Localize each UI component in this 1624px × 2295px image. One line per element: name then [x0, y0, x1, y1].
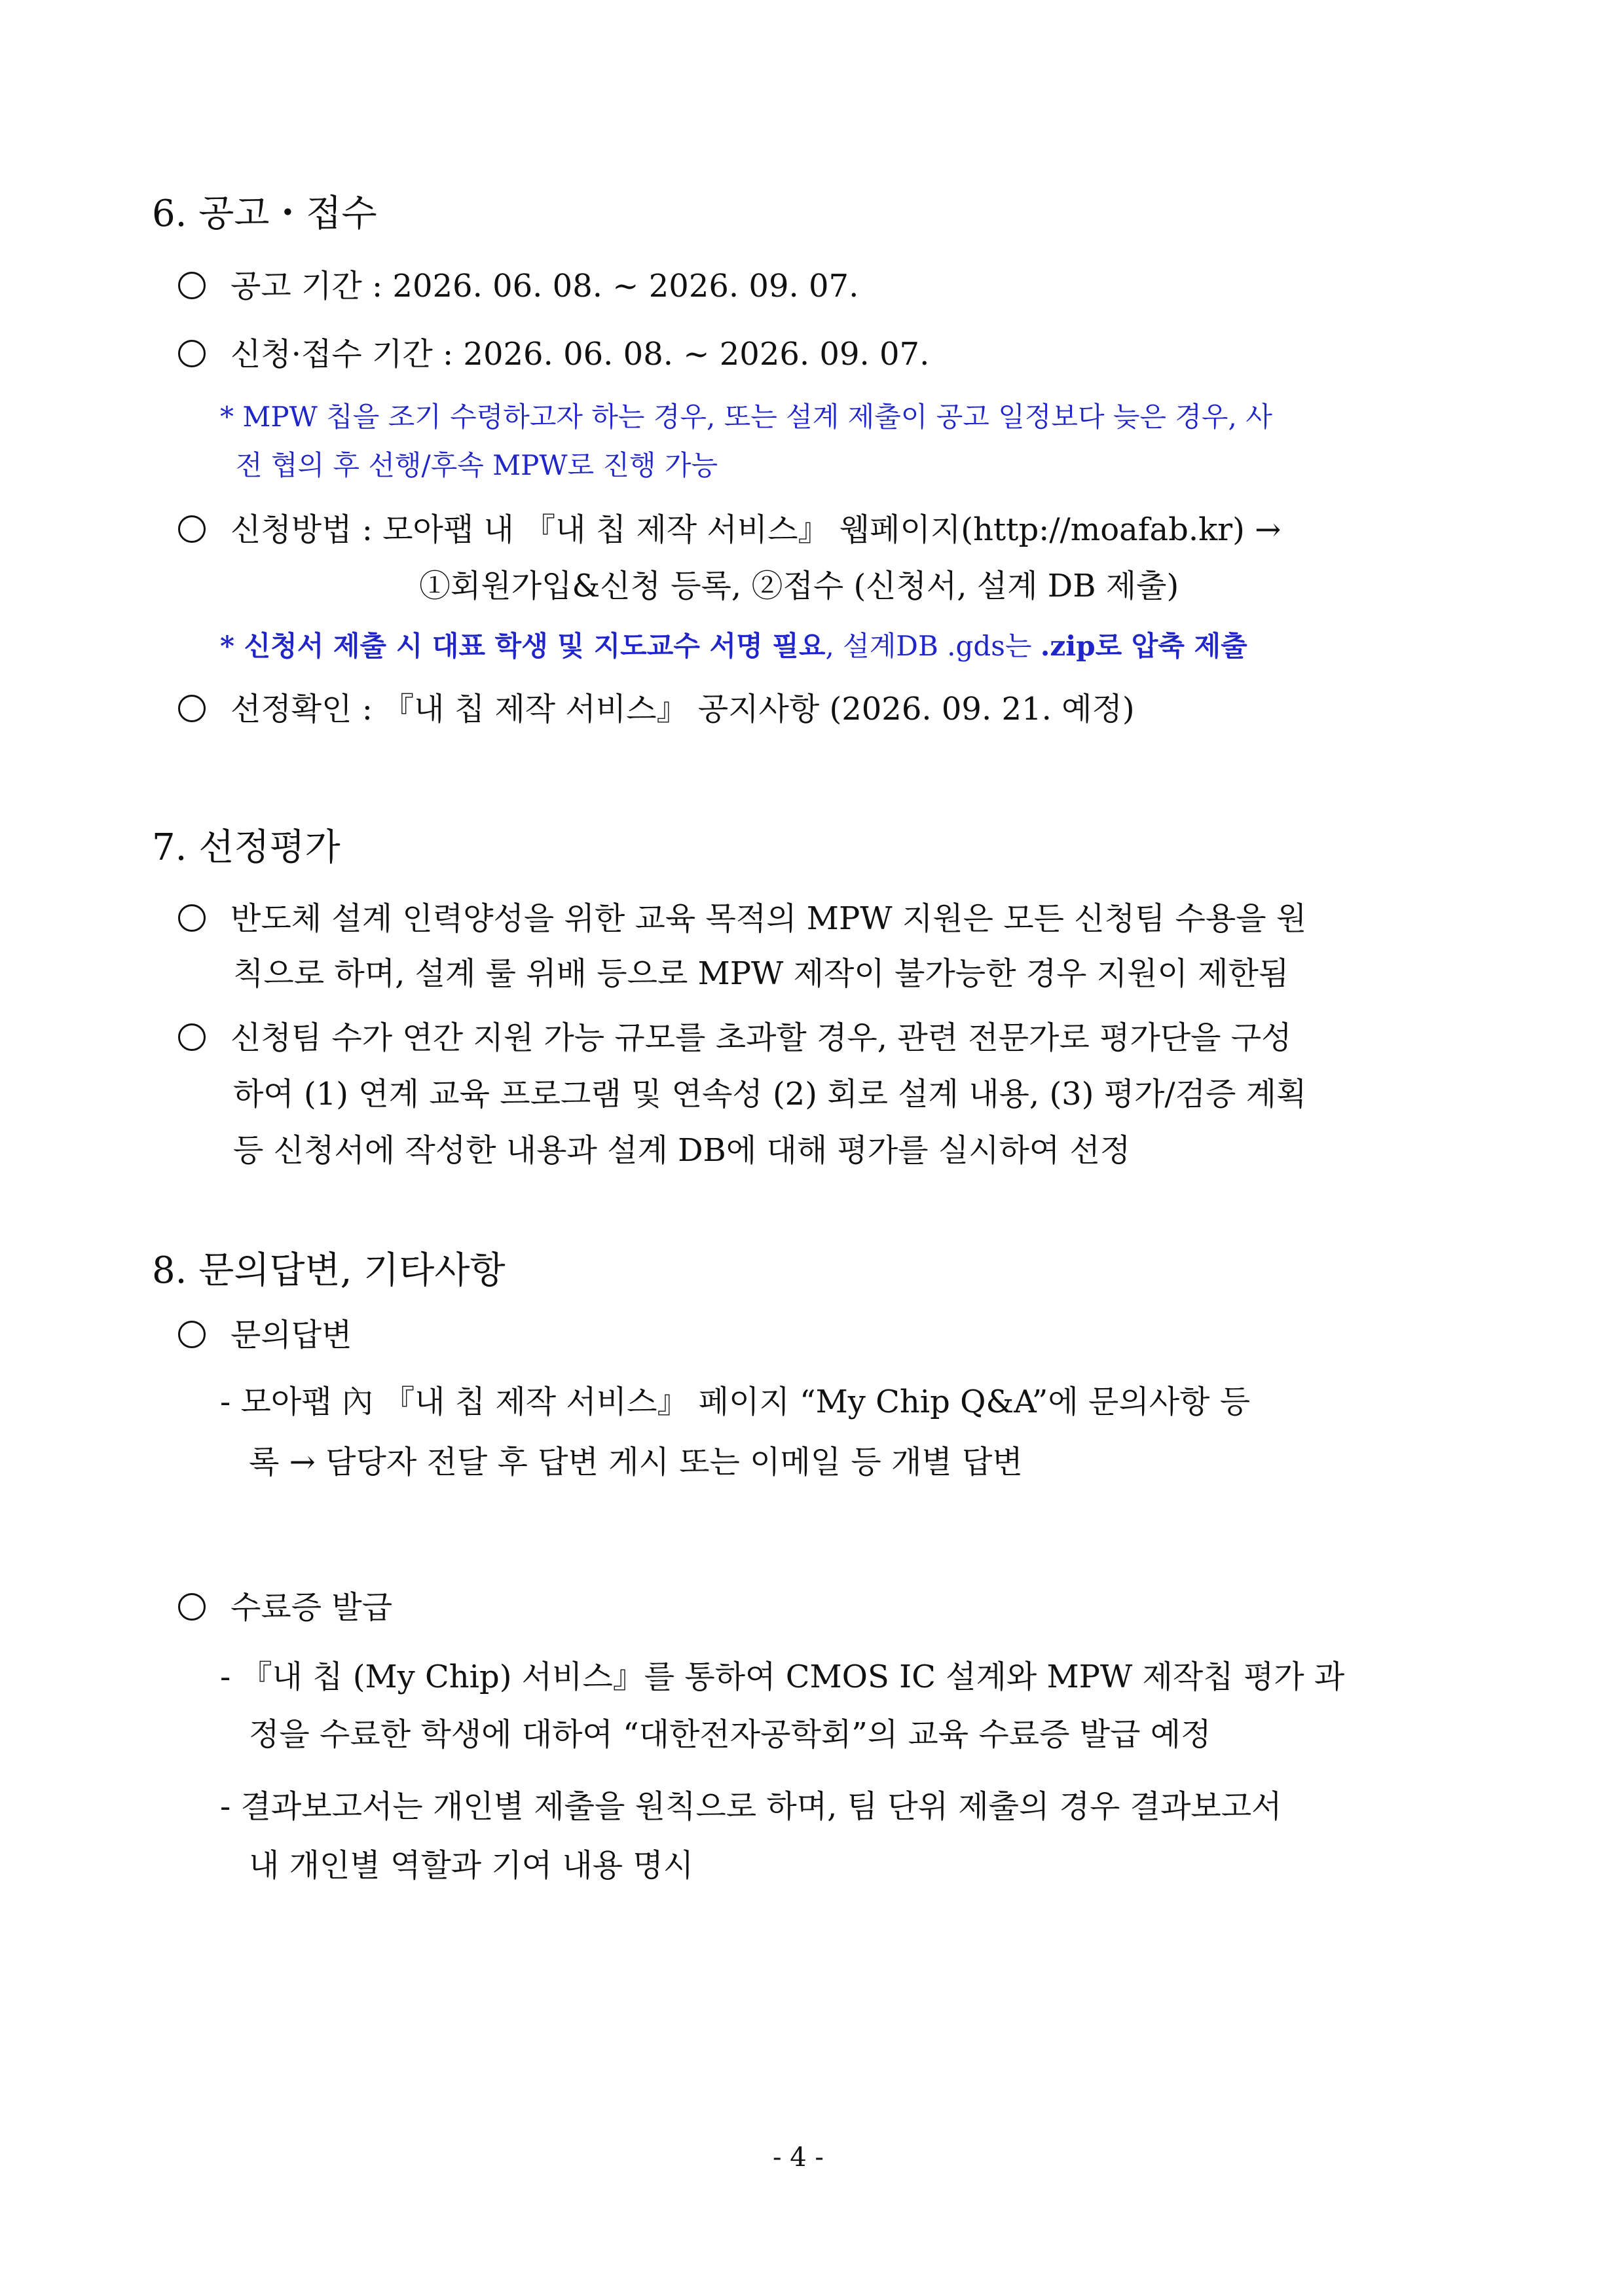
s7-p2-line3: 등 신청서에 작성한 내용과 설계 DB에 대해 평가를 실시하여 선정	[233, 1132, 1131, 1169]
section-7-title: 7. 선정평가	[152, 826, 341, 869]
apply-period: 신청·접수 기간 : 2026. 06. 08. ~ 2026. 09. 07.	[178, 329, 929, 374]
section-8-title: 8. 문의답변, 기타사항	[152, 1249, 506, 1292]
qa-line1: - 모아팹 內 『내 칩 제작 서비스』 페이지 “My Chip Q&A”에 문의사항 등	[220, 1384, 1251, 1420]
section-6-title: 6. 공고・접수	[152, 193, 377, 235]
s7-p1-line1: 반도체 설계 인력양성을 위한 교육 목적의 MPW 지원은 모든 신청팀 수용을 원	[178, 893, 1306, 938]
qa-title: 문의답변	[178, 1310, 352, 1355]
cert-title: 수료증 발급	[178, 1582, 392, 1627]
method-line2: ①회원가입&신청 등록, ②접수 (신청서, 설계 DB 제출)	[419, 568, 1179, 604]
method-note: * 신청서 제출 시 대표 학생 및 지도교수 서명 필요, 설계DB .gds는 .zip로 압축 제출	[220, 630, 1247, 662]
bullet-circle-icon	[178, 1593, 206, 1621]
cert-line2: 정을 수료한 학생에 대하여 “대한전자공학회”의 교육 수료증 발급 예정	[249, 1716, 1211, 1753]
report-line1: - 결과보고서는 개인별 제출을 원칙으로 하며, 팀 단위 제출의 경우 결과보고서	[220, 1788, 1282, 1825]
bullet-circle-icon	[178, 904, 206, 932]
bullet-circle-icon	[178, 340, 206, 367]
bullet-circle-icon	[178, 1321, 206, 1348]
bullet-circle-icon	[178, 695, 206, 722]
method-line1: 신청방법 : 모아팹 내 『내 칩 제작 서비스』 웹페이지(http://moafab.kr) →	[178, 504, 1281, 549]
apply-note-line2: 전 협의 후 선행/후속 MPW로 진행 가능	[236, 449, 718, 481]
page-number: - 4 -	[773, 2142, 824, 2173]
cert-line1: - 『내 칩 (My Chip) 서비스』를 통하여 CMOS IC 설계와 MPW 제작칩 평가 과	[220, 1659, 1345, 1695]
bullet-circle-icon	[178, 272, 206, 299]
selection-confirm: 선정확인 : 『내 칩 제작 서비스』 공지사항 (2026. 09. 21. 예정)	[178, 684, 1135, 729]
s7-p1-line2: 칙으로 하며, 설계 룰 위배 등으로 MPW 제작이 불가능한 경우 지원이 제한됨	[233, 955, 1289, 992]
s7-p2-line1: 신청팀 수가 연간 지원 가능 규모를 초과할 경우, 관련 전문가로 평가단을 구성	[178, 1012, 1292, 1057]
s7-p2-line2: 하여 (1) 연계 교육 프로그램 및 연속성 (2) 회로 설계 내용, (3) 평가/검증 계획	[233, 1076, 1307, 1112]
qa-line2: 록 → 담당자 전달 후 답변 게시 또는 이메일 등 개별 답변	[249, 1444, 1023, 1480]
notice-period: 공고 기간 : 2026. 06. 08. ~ 2026. 09. 07.	[178, 261, 858, 306]
apply-note-line1: * MPW 칩을 조기 수령하고자 하는 경우, 또는 설계 제출이 공고 일정보다 늦은 경우, 사	[220, 401, 1272, 433]
bullet-circle-icon	[178, 1023, 206, 1051]
bullet-circle-icon	[178, 515, 206, 543]
report-line2: 내 개인별 역할과 기여 내용 명시	[249, 1847, 694, 1884]
